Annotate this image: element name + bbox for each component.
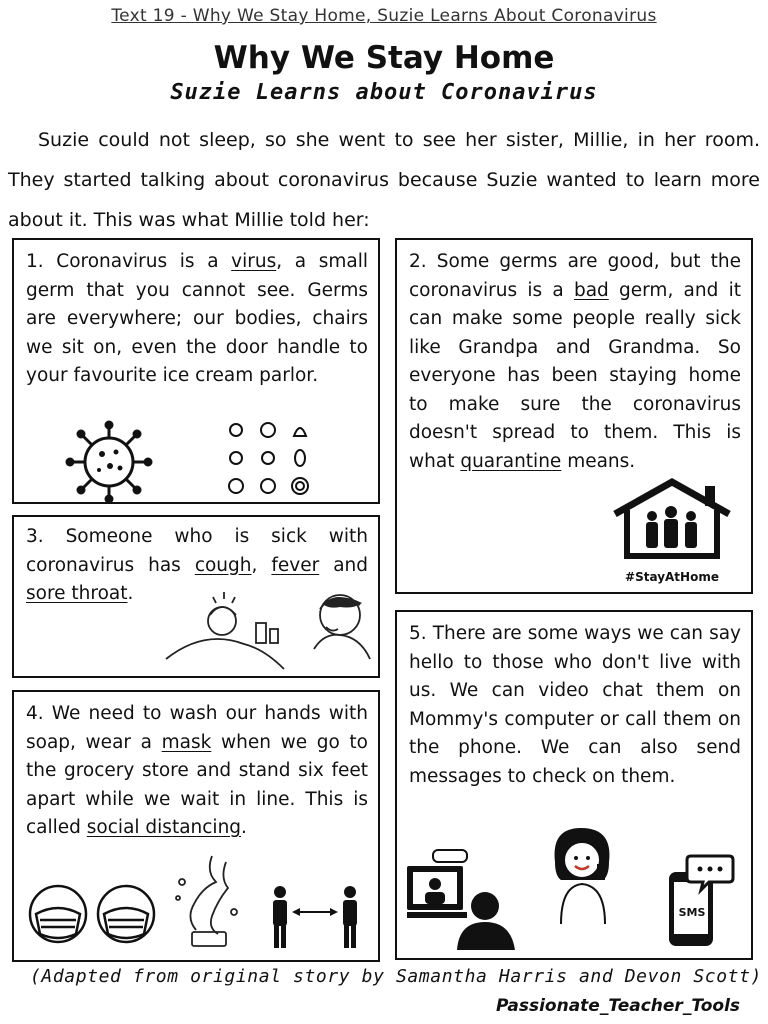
phone-girl-icon <box>547 824 617 924</box>
sms-label: SMS <box>678 906 706 919</box>
distancing-icon <box>264 884 368 950</box>
term-fever: fever <box>271 554 320 576</box>
page-subtitle: Suzie Learns about Coronavirus <box>170 80 598 105</box>
term-cough: cough <box>194 554 252 576</box>
sms-phone-icon <box>665 852 735 950</box>
credit-line: (Adapted from original story by Samantha Harris and Devon Scott) <box>30 966 762 987</box>
term-bad: bad <box>573 279 609 301</box>
intro-paragraph: Suzie could not sleep, so she went to see her sister, Millie, in her room. They started talking about coronavirus because Suzie wanted to learn more about it. This was what Millie told her: <box>8 129 760 231</box>
box-1-text: 1. Coronavirus is a virus, a small germ that you cannot see. Germs are everywhere; our bodies, chairs we sit on, even the door handle to your favourite ice cream parlor. <box>26 251 368 386</box>
box-5-text: 5. There are some ways we can say hello to those who don't live with us. We can video chat them on Mommy's computer or call them on the phone. We can also send messages to check on them. <box>409 623 741 787</box>
box-4-text: 4. We need to wash our hands with soap, wear a mask when we go to the grocery store and stand six feet apart while we wait in line. This is called social distancing. <box>26 703 368 838</box>
hashtag-label: #StayAtHome <box>625 570 719 584</box>
box-3 <box>12 515 380 678</box>
face-mask-icon <box>26 882 161 948</box>
box-2-text: 2. Some germs are good, but the coronavirus is a bad germ, and it can make some people really sick like Grandpa and Grandma. So everyone has been staying home to make sure the coronavirus doesn't spread to them. This is what quarantine means. <box>409 251 741 472</box>
term-sore-throat: sore throat <box>26 583 128 604</box>
germs-icons <box>224 418 334 498</box>
box-2 <box>395 238 753 594</box>
sick-people-illustration <box>164 589 374 674</box>
page-title: Why We Stay Home <box>213 40 555 76</box>
virus-icon <box>64 422 164 502</box>
house-family-icon <box>607 478 737 568</box>
box-3-text: 3. Someone who is sick with coronavirus has cough, fever and sore throat. <box>26 526 369 604</box>
video-chat-icon <box>405 848 523 950</box>
hand-washing-icon <box>172 852 244 952</box>
term-social-distancing: social distancing <box>86 817 242 838</box>
box-1 <box>12 238 380 504</box>
term-virus: virus <box>231 251 277 272</box>
term-quarantine: quarantine <box>460 450 562 472</box>
term-mask: mask <box>161 731 212 753</box>
box-4 <box>12 690 380 962</box>
box-5 <box>395 610 753 960</box>
header-line: Text 19 - Why We Stay Home, Suzie Learns About Coronavirus <box>111 6 657 26</box>
brand-signature: Passionate_Teacher_Tools <box>496 996 741 1016</box>
